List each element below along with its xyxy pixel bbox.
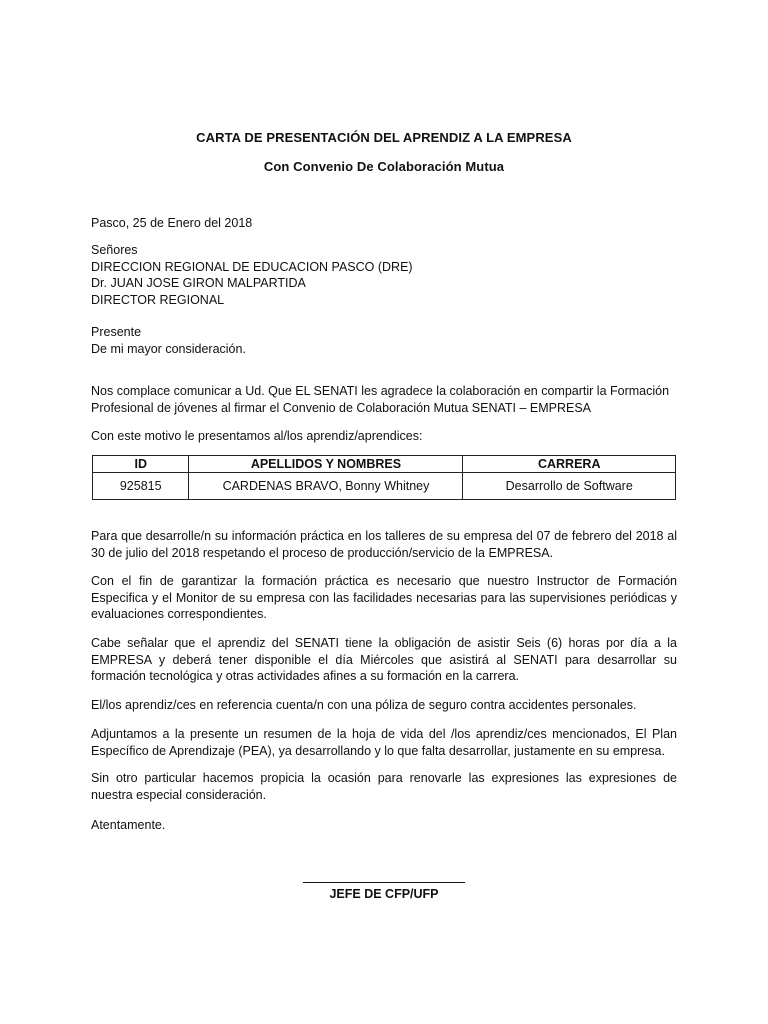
greeting-line-1: Presente: [91, 325, 142, 339]
intro-line-2: Profesional de jóvenes al firmar el Convenio de Colaboración Mutua SENATI – EMPRESA: [91, 400, 592, 415]
paragraph-dates: Para que desarrolle/n su información práctica en los talleres de su empresa del 07 de febrero del 2018 al 30 de julio del 2018 respetando el proceso de producción/servicio de la EMPRESA.: [91, 529, 677, 560]
cell-career: Desarrollo de Software: [463, 473, 676, 500]
paragraph-closing: Sin otro particular hacemos propicia la ocasión para renovarle las expresiones las expresiones de nuestra especial consideración.: [91, 771, 677, 802]
cell-id: 925815: [93, 473, 189, 500]
closing-line: [91, 817, 677, 834]
table-intro: [91, 428, 677, 445]
closing-text: Atentamente.: [91, 818, 166, 832]
addressee-person: Dr. JUAN JOSE GIRON MALPARTIDA: [91, 276, 306, 290]
date-text: Pasco, 25 de Enero del 2018: [91, 216, 253, 230]
signature-label: JEFE DE CFP/UFP: [329, 887, 439, 901]
greeting-block: [91, 324, 677, 357]
intro-line-1: Nos complace comunicar a Ud. Que EL SENATI les agradece la colaboración en compartir la Formación: [91, 384, 670, 398]
table-header-row: [93, 456, 676, 473]
signature-line: [303, 882, 465, 883]
addressee-organization: DIRECCION REGIONAL DE EDUCACION PASCO (DRE): [91, 259, 413, 274]
addressee-block: [91, 242, 677, 308]
addressee-salutation: Señores: [91, 243, 138, 257]
paragraph-training: Con el fin de garantizar la formación práctica es necesario que nuestro Instructor de Formación Especifica y el Monitor de su empresa con las facilidades necesarias para las supervisiones periódicas y evaluaciones correspondientes.: [91, 574, 677, 621]
greeting-line-2: De mi mayor consideración.: [91, 341, 246, 356]
intro-paragraph: [91, 383, 677, 416]
header-career: CARRERA: [463, 456, 676, 473]
students-table: [92, 455, 676, 500]
letter-subtitle: Con Convenio De Colaboración Mutua: [263, 159, 505, 174]
paragraph-obligation: Cabe señalar que el aprendiz del SENATI tiene la obligación de asistir Seis (6) horas por día a la EMPRESA y deberá tener disponible el día Miércoles que asistirá al SENATI para desarrollar su formación tecnológica y otras actividades afines a su formación en la carrera.: [91, 636, 677, 683]
table-intro-text: Con este motivo le presentamos al/los aprendiz/aprendices:: [91, 429, 423, 443]
header-names: APELLIDOS Y NOMBRES: [189, 456, 463, 473]
letter-title: CARTA DE PRESENTACIÓN DEL APRENDIZ A LA EMPRESA: [196, 130, 572, 145]
paragraph-attachments: Adjuntamos a la presente un resumen de la hoja de vida del /los aprendiz/ces mencionados, El Plan Específico de Aprendizaje (PEA), ya desarrollando y lo que falta desarrollar, justamente en su empresa.: [91, 727, 677, 758]
date-line: [91, 215, 677, 232]
table-row: [93, 473, 676, 500]
header-id: ID: [93, 456, 189, 473]
addressee-position: DIRECTOR REGIONAL: [91, 292, 225, 307]
paragraph-insurance: El/los aprendiz/ces en referencia cuenta/n con una póliza de seguro contra accidentes personales.: [91, 698, 637, 712]
cell-names: CARDENAS BRAVO, Bonny Whitney: [189, 473, 463, 500]
